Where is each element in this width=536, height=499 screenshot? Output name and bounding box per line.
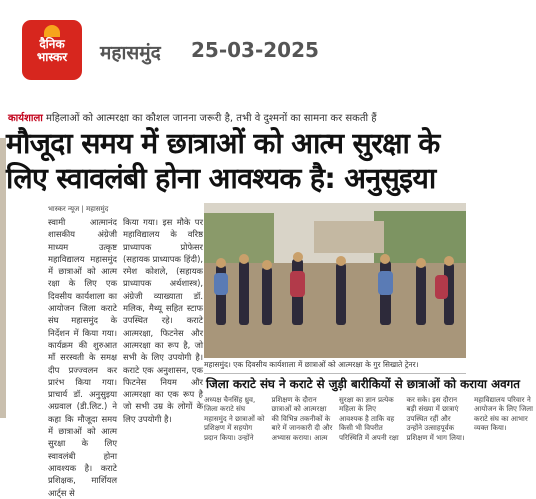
article-column-2: किया गया। इस मौके पर महाविद्यालय के वरिष्ठ प्राध्यापक प्रोफेसर (सहायक प्राध्यापक हिंदी), रमेश कोशले, (सहायक प्राध्यापक अर्थशास्त्र), अंग्रेजी व्याख्याता डॉ. मलिक, मैथ्यू सहित स्टाफ उपस्थित रहे। कराटे आत्मरक्षा, फिटनेस और आत्मरक्षा का रूप है, जो सभी के लिए उपयोगी है। कराटे एक अनुशासन, एक फिटनेस नियम और आत्मरक्षा का एक रूप है जो सभी उम्र के लोगों के लिए उपयोगी है। [123,217,203,424]
logo-text: दैनिक भास्कर [36,37,68,64]
byline: भास्कर न्यूज | महासमुंद [48,205,109,213]
article-headline: मौजूदा समय में छात्राओं को आत्म सुरक्षा के लिए स्वावलंबी होना आवश्यक है: अनुसुइया [6,127,440,195]
self-defense-training-photo [204,203,466,358]
article-column-1: स्वामी आत्मानंद शासकीय अंग्रेजी माध्यम उत्कृष्ट महाविद्यालय महासमुंद में छात्राओं को आत्म रक्षा के लिए एक दिवसीय कार्यशाला का आयोजन जिला कराटे संघ महासमुंद के निर्देशन में किया गया। कार्यक्रम की शुरुआत माँ सरस्वती के समक्ष दीप प्रज्ज्वलन कर प्रारंभ किया गया। प्राचार्य डॉ. अनुसुइया अग्रवाल (डी.लिट.) ने कहा कि मौजूदा समय में छात्राओं को आत्म सुरक्षा के लिए स्वावलंबी होना आवश्यक है। कराटे प्रशिक्षक, मार्शियल आर्ट्स से [48,217,117,498]
sub-article-body: अध्यक्ष चैनसिंह ध्रुव, जिला कराटे संघ महासमुंद ने छात्राओं को प्रशिक्षण में सहयोग प्रदान किया। उन्होंने प्रशिक्षण के दौरान छात्राओं को आत्मरक्षा की विभिन्न तकनीकों के बारे में जानकारी दी और अभ्यास कराया। आत्म सुरक्षा का ज्ञान प्रत्येक महिला के लिए आवश्यक है ताकि वह किसी भी विपरीत परिस्थिति में अपनी रक्षा कर सके। इस दौरान बड़ी संख्या में छात्राएं उपस्थित रहीं और उन्होंने उत्साहपूर्वक प्रशिक्षण में भाग लिया। महाविद्यालय परिवार ने आयोजन के लिए जिला कराटे संघ का आभार व्यक्त किया। [204,395,533,442]
photo-caption: महासमुंद। एक दिवसीय कार्यशाला में छात्राओं को आत्मरक्षा के गुर सिखाते ट्रेनर। [204,360,419,369]
edition-name: महासमुंद [100,42,161,64]
edition-date: 25-03-2025 [191,38,319,62]
masthead [0,0,473,96]
sub-headline: जिला कराटे संघ ने कराटे से जुड़ी बारीकियों से छात्राओं को कराया अवगत [206,377,521,391]
sun-logo-icon [44,25,60,37]
article-photo [204,203,466,358]
kicker-row [8,110,468,126]
dainik-bhaskar-logo [22,20,82,80]
section-kicker: कार्यशाला [8,113,43,124]
kicker-tagline: महिलाओं को आत्मरक्षा का कौशल जानना जरूरी है, तभी वे दुश्मनों का सामना कर सकती हैं [46,113,377,124]
divider [204,373,466,374]
